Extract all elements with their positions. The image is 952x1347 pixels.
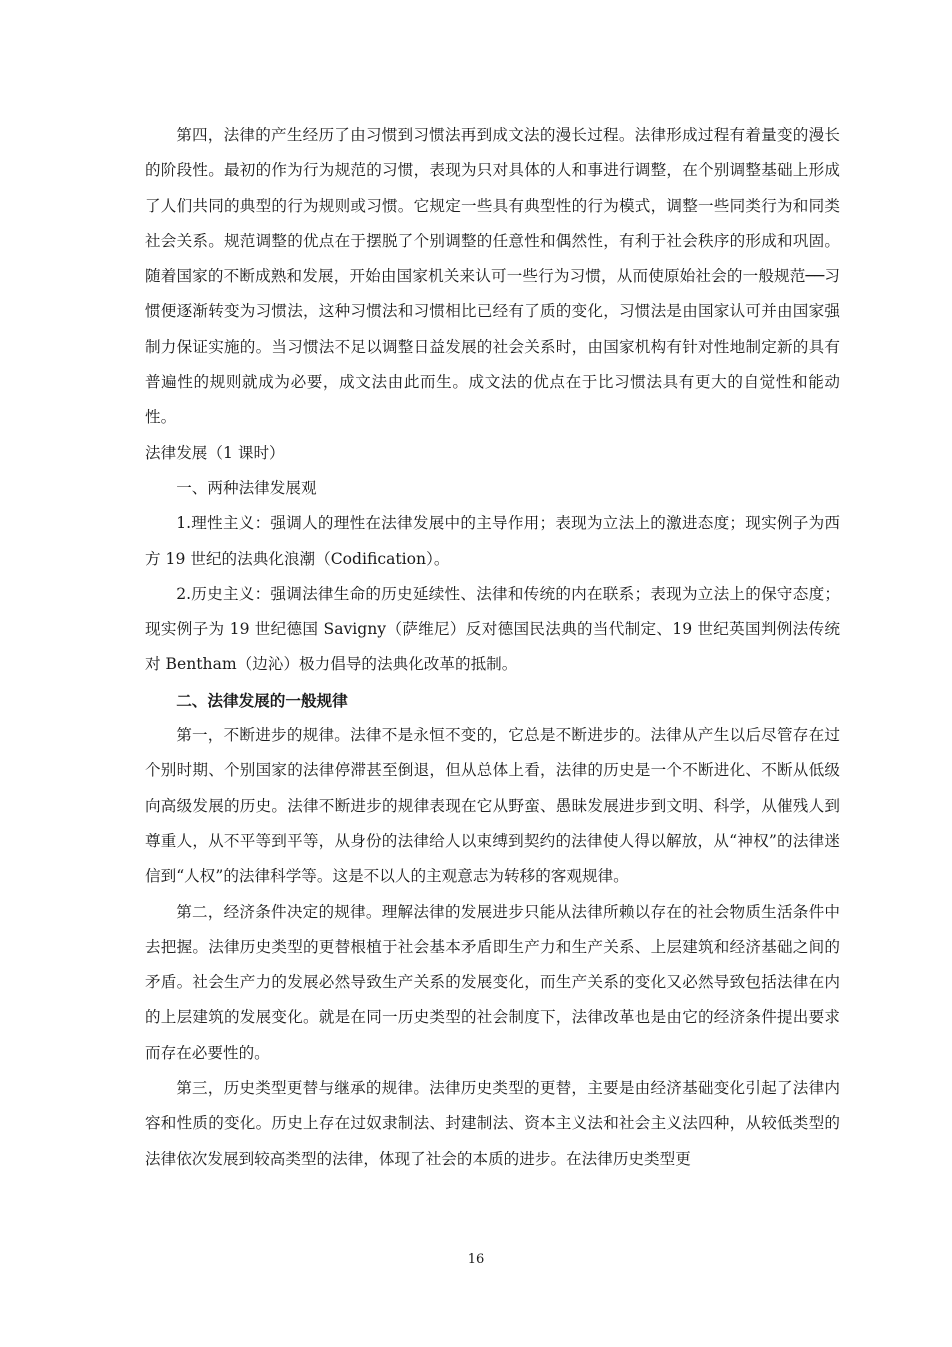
subheading-general-laws: 二、法律发展的一般规律 [176, 690, 348, 710]
page-number: 16 [467, 1252, 485, 1267]
paragraph-rationalism: 1.理性主义：强调人的理性在法律发展中的主导作用；表现为立法上的激进态度；现实例子为西方 19 世纪的法典化浪潮（Codification）。 [145, 514, 840, 568]
paragraph-progress-law: 第一，不断进步的规律。法律不是永恒不变的，它总是不断进步的。法律从产生以后尽管存在过个别时期、个别国家的法律停滞甚至倒退，但从总体上看，法律的历史是一个不断进化、不断从低级向高级发展的历史。法律不断进步的规律表现在它从野蛮、愚昧发展进步到文明、科学，从催残人到尊重人，从不平等到平等，从身份的法律给人以束缚到契约的法律使人得以解放，从“神权”的法律迷信到“人权”的法律科学等。这是不以人的主观意志为转移的客观规律。 [145, 726, 840, 886]
paragraph-historical-types: 第三，历史类型更替与继承的规律。法律历史类型的更替，主要是由经济基础变化引起了法律内容和性质的变化。历史上存在过奴隶制法、封建制法、资本主义法和社会主义法四种，从较低类型的法律依次发展到较高类型的法律，体现了社会的本质的进步。在法律历史类型更 [145, 1079, 840, 1168]
document-body [145, 118, 840, 1177]
subheading-two-views: 一、两种法律发展观 [176, 478, 317, 497]
paragraph-economic-conditions: 第二，经济条件决定的规律。理解法律的发展进步只能从法律所赖以存在的社会物质生活条件中去把握。法律历史类型的更替根植于社会基本矛盾即生产力和生产关系、上层建筑和经济基础之间的矛盾。社会生产力的发展必然导致生产关系的发展变化，而生产关系的变化又必然导致包括法律在内的上层建筑的发展变化。就是在同一历史类型的社会制度下，法律改革也是由它的经济条件提出要求而存在必要性的。 [145, 902, 840, 1062]
section-heading-legal-development: 法律发展（1 课时） [145, 443, 285, 462]
paragraph-historicism: 2.历史主义：强调法律生命的历史延续性、法律和传统的内在联系；表现为立法上的保守态度；现实例子为 19 世纪德国 Savigny（萨维尼）反对德国民法典的当代制定、19 世纪英国判例法传统对 Bentham（边沁）极力倡导的法典化改革的抵制。 [145, 584, 840, 674]
paragraph-customary-to-written-law: 第四，法律的产生经历了由习惯到习惯法再到成文法的漫长过程。法律形成过程有着量变的漫长的阶段性。最初的作为行为规范的习惯，表现为只对具体的人和事进行调整，在个别调整基础上形成了人们共同的典型的行为规则或习惯。它规定一些具有典型性的行为模式，调整一些同类行为和同类社会关系。规范调整的优点在于摆脱了个别调整的任意性和偶然性，有利于社会秩序的形成和巩固。随着国家的不断成熟和发展，开始由国家机关来认可一些行为习惯，从而使原始社会的一般规范──习惯便逐渐转变为习惯法，这种习惯法和习惯相比已经有了质的变化，习惯法是由国家认可并由国家强制力保证实施的。当习惯法不足以调整日益发展的社会关系时，由国家机构有针对性地制定新的具有普遍性的规则就成为必要，成文法由此而生。成文法的优点在于比习惯法具有更大的自觉性和能动性。 [145, 126, 840, 427]
